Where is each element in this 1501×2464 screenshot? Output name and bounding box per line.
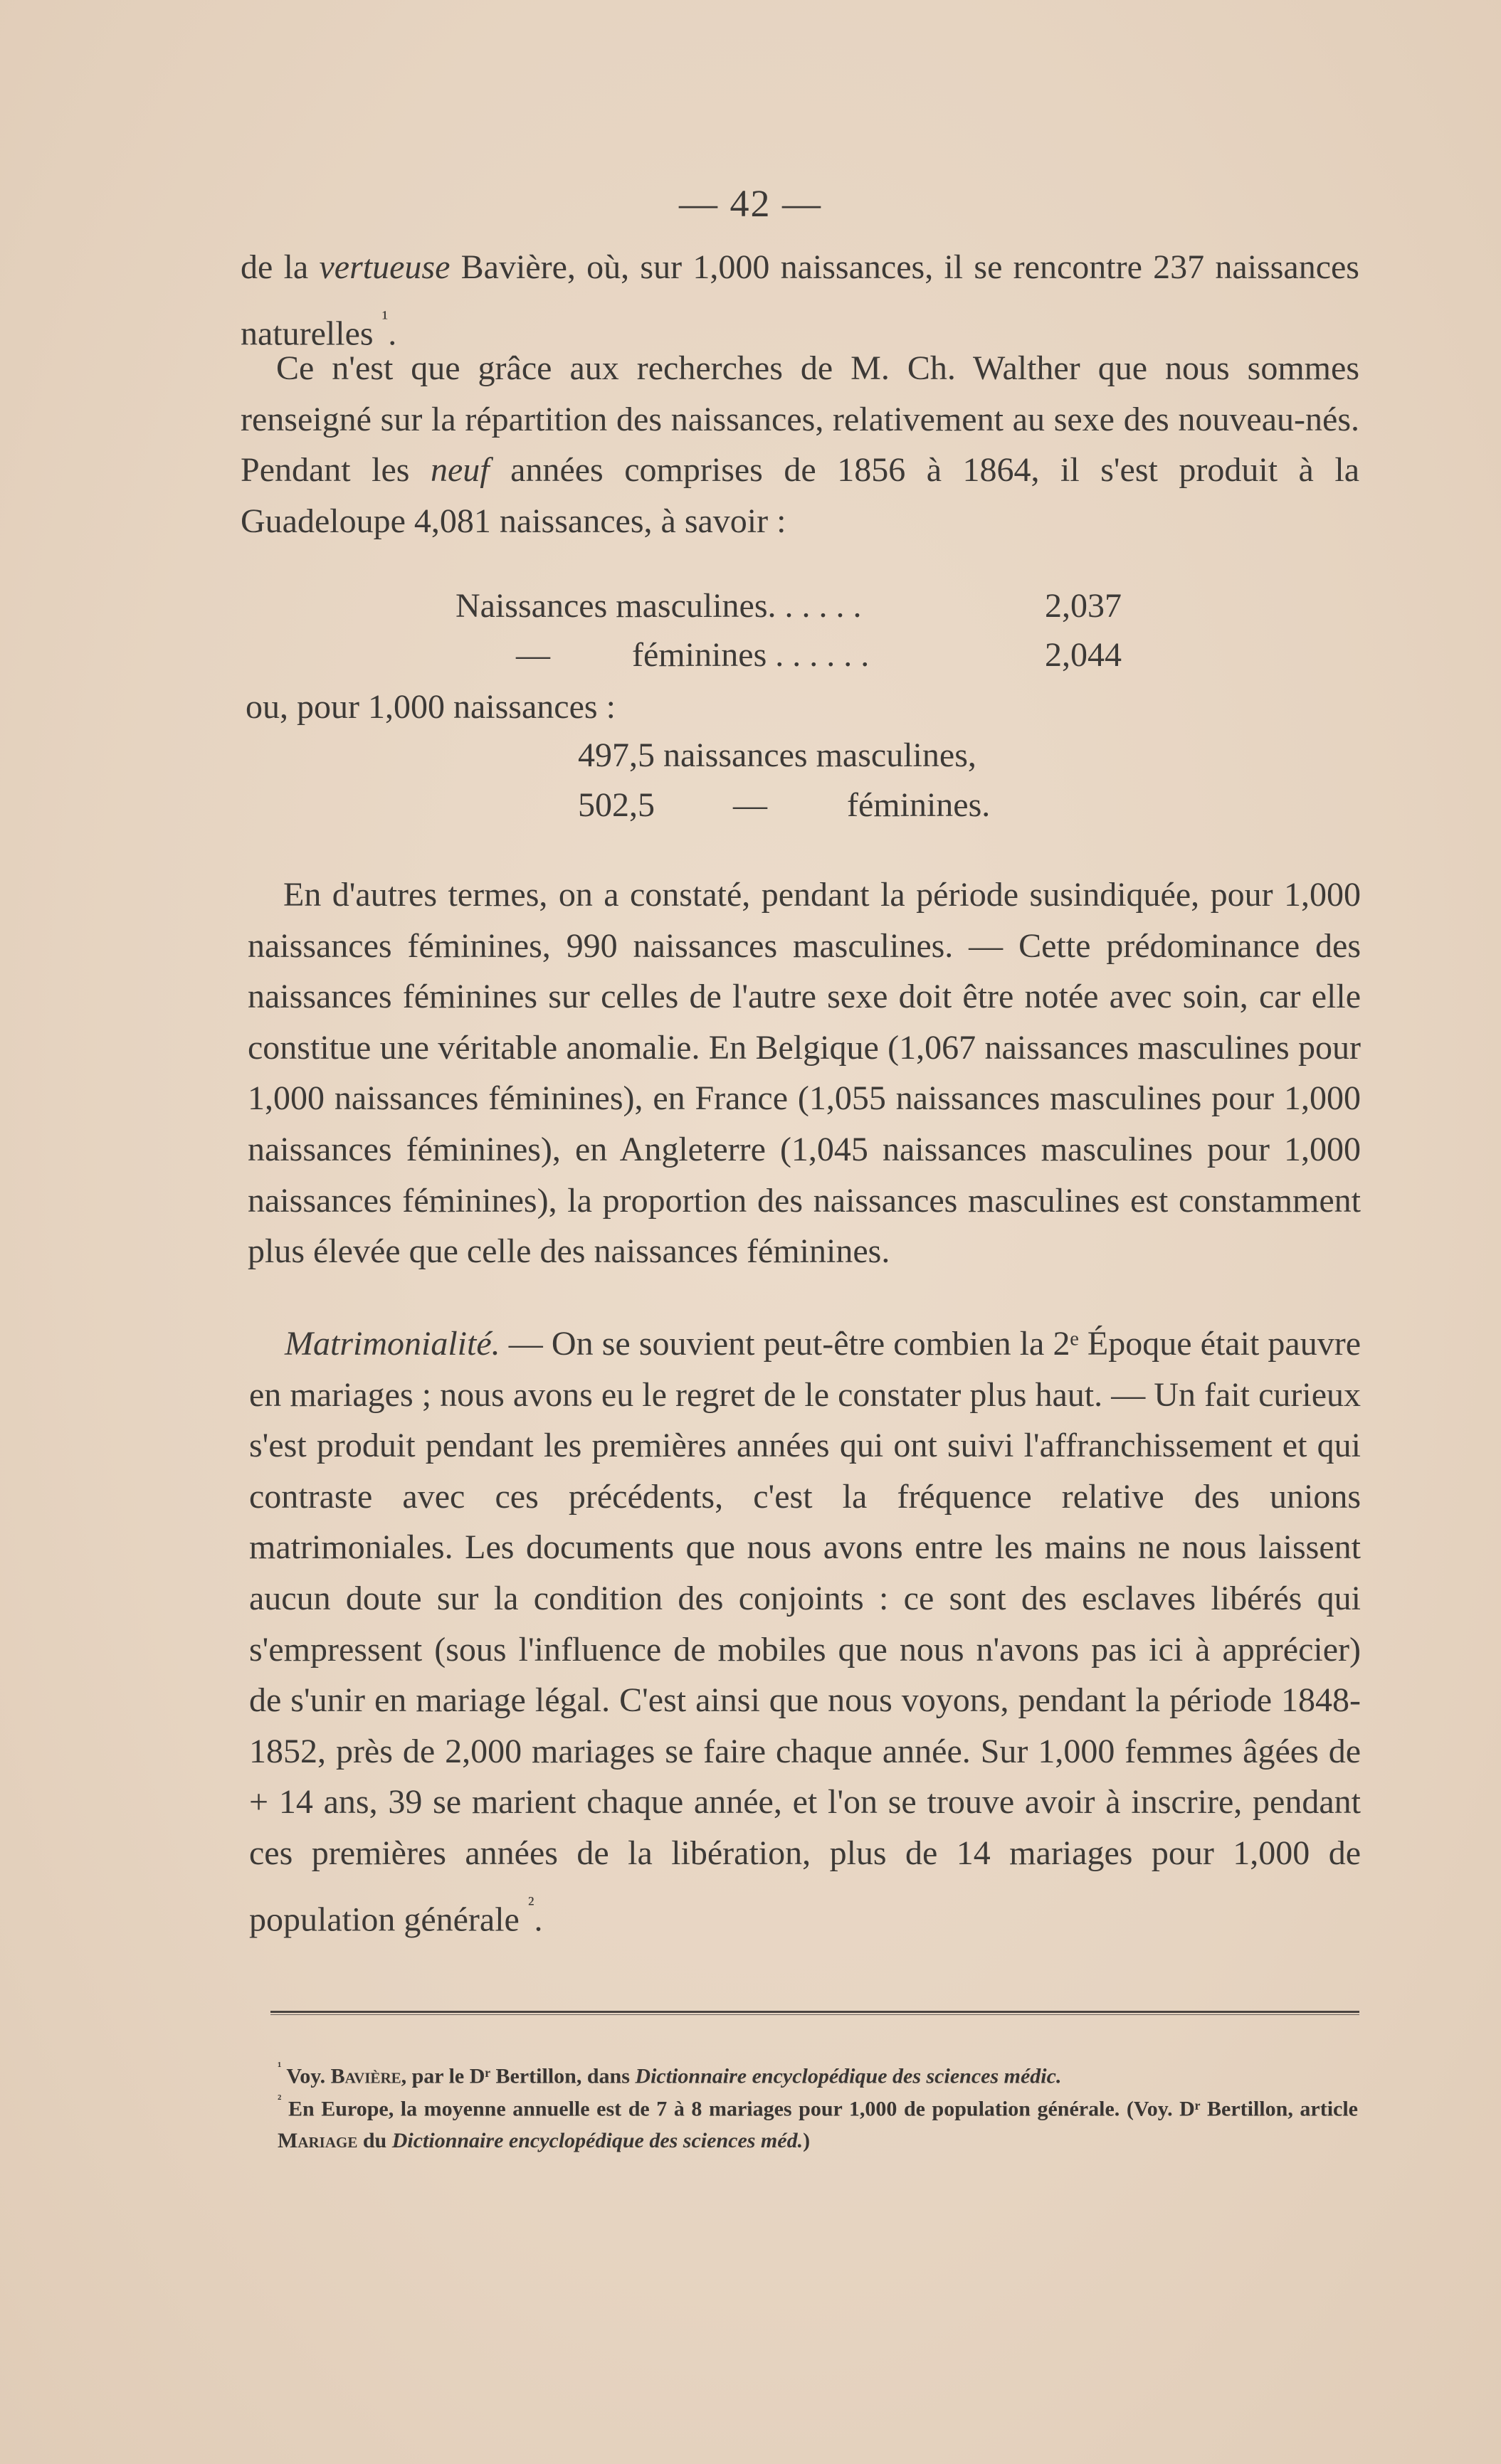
table1-row2-label: féminines . . . . . . bbox=[632, 636, 870, 674]
p1-end: . bbox=[388, 314, 397, 353]
table2-row2-number: 502,5 bbox=[578, 786, 655, 824]
p1-text-a: de la bbox=[241, 248, 320, 286]
fn1-emphasis: Dictionnaire encyclopédique des sciences médic. bbox=[635, 2064, 1062, 2088]
ratio-intro: ou, pour 1,000 naissances : bbox=[246, 688, 616, 726]
page-number: — 42 — bbox=[679, 182, 822, 225]
table2-row1: 497,5 naissances masculines, bbox=[578, 736, 976, 774]
footnote-ref-2: ² bbox=[527, 1892, 534, 1915]
fn1-smallcaps: Bavière bbox=[330, 2064, 401, 2088]
fn2-text-a: En Europe, la moyenne annuelle est de 7 à 8 mariages pour 1,000 de population générale. (Voy. Dʳ Bertillon, article bbox=[281, 2097, 1358, 2121]
p2-text-b: années comprises de 1856 à 1864, il s'est produit à la Guadeloupe 4,081 naissances, à savoir : bbox=[241, 451, 1359, 540]
footnote-1-mark: ¹ bbox=[278, 2059, 282, 2073]
footnote-rule-thin bbox=[270, 2014, 1359, 2015]
fn2-emphasis: Dictionnaire encyclopédique des sciences méd. bbox=[391, 2128, 804, 2152]
p4-text: — On se souvient peut-être combien la 2ᵉ Époque était pauvre en mariages ; nous avons eu le regret de le constater plus haut. — Un fait curieux s'est produit pendant les premières années qui ont suivi l'affranchissement et qui contraste avec ces précédents, c'est la fréquence relative des unions matrimoniales. Les documents que nous avons entre les mains ne nous laissent aucun doute sur la condition des conjoints : ce sont des esclaves libérés qui s'empressent (sous l'influence de mobiles que nous n'avons pas ici à apprécier) de s'unir en mariage légal. C'est ainsi que nous voyons, pendant la période 1848-1852, près de 2,000 mariages se faire chaque année. Sur 1,000 femmes âgées de + 14 ans, 39 se marient chaque année, et l'on se trouve avoir à inscrire, pendant ces premières années de la libération, plus de 14 mariages pour 1,000 de population générale bbox=[249, 1325, 1361, 1939]
paragraph-4 bbox=[249, 1318, 1361, 1945]
p1-emphasis: vertueuse bbox=[319, 248, 451, 286]
footnote-rule bbox=[270, 2011, 1359, 2013]
fn2-smallcaps: Mariage bbox=[278, 2128, 358, 2152]
paragraph-1 bbox=[241, 242, 1359, 359]
fn1-text-b: , par le Dʳ Bertillon, dans bbox=[401, 2064, 636, 2088]
p2-emphasis: neuf bbox=[430, 451, 490, 490]
p4-heading: Matrimonialité. bbox=[285, 1325, 500, 1363]
paragraph-2 bbox=[241, 343, 1359, 546]
p3-text: En d'autres termes, on a constaté, pendant la période susindiquée, pour 1,000 naissances féminines, 990 naissances masculines. — Cette prédominance des naissances féminines sur celles de l'autre sexe doit être notée avec soin, car elle constitue une véritable anomalie. En Belgique (1,067 naissances masculines pour 1,000 naissances féminines), en France (1,055 naissances masculines pour 1,000 naissances féminines), en Angleterre (1,045 naissances masculines pour 1,000 naissances féminines), la proportion des naissances masculines est constamment plus élevée que celle des naissances féminines. bbox=[248, 876, 1361, 1271]
table1-row1-label: Naissances masculines. . . . . . bbox=[455, 587, 862, 625]
paragraph-3 bbox=[248, 869, 1361, 1277]
fn2-end: ) bbox=[803, 2128, 811, 2152]
table2-row2-label: féminines. bbox=[847, 786, 991, 824]
p2-text-a: Ce n'est que grâce aux recherches de M. Ch. Walther que nous sommes renseigné sur la répartition des naissances, relativement au sexe des nouveau-nés. Pendant les bbox=[241, 349, 1359, 490]
fn2-text-b: du bbox=[357, 2128, 392, 2152]
footnote-ref-1: ¹ bbox=[381, 306, 389, 329]
table1-row2-value: 2,044 bbox=[1045, 636, 1122, 674]
fn1-text-a: Voy. bbox=[281, 2064, 331, 2088]
table1-row1-value: 2,037 bbox=[1045, 587, 1122, 625]
footnote-2-mark: ² bbox=[278, 2092, 282, 2106]
p1-text-b: Bavière, où, sur 1,000 naissances, il se rencontre 237 naissances naturelles bbox=[241, 248, 1359, 353]
footnote-2 bbox=[278, 2083, 1358, 2157]
table2-row2-dash: — bbox=[733, 786, 767, 824]
table1-row2-dash: — bbox=[516, 636, 550, 674]
p4-end: . bbox=[534, 1900, 543, 1939]
